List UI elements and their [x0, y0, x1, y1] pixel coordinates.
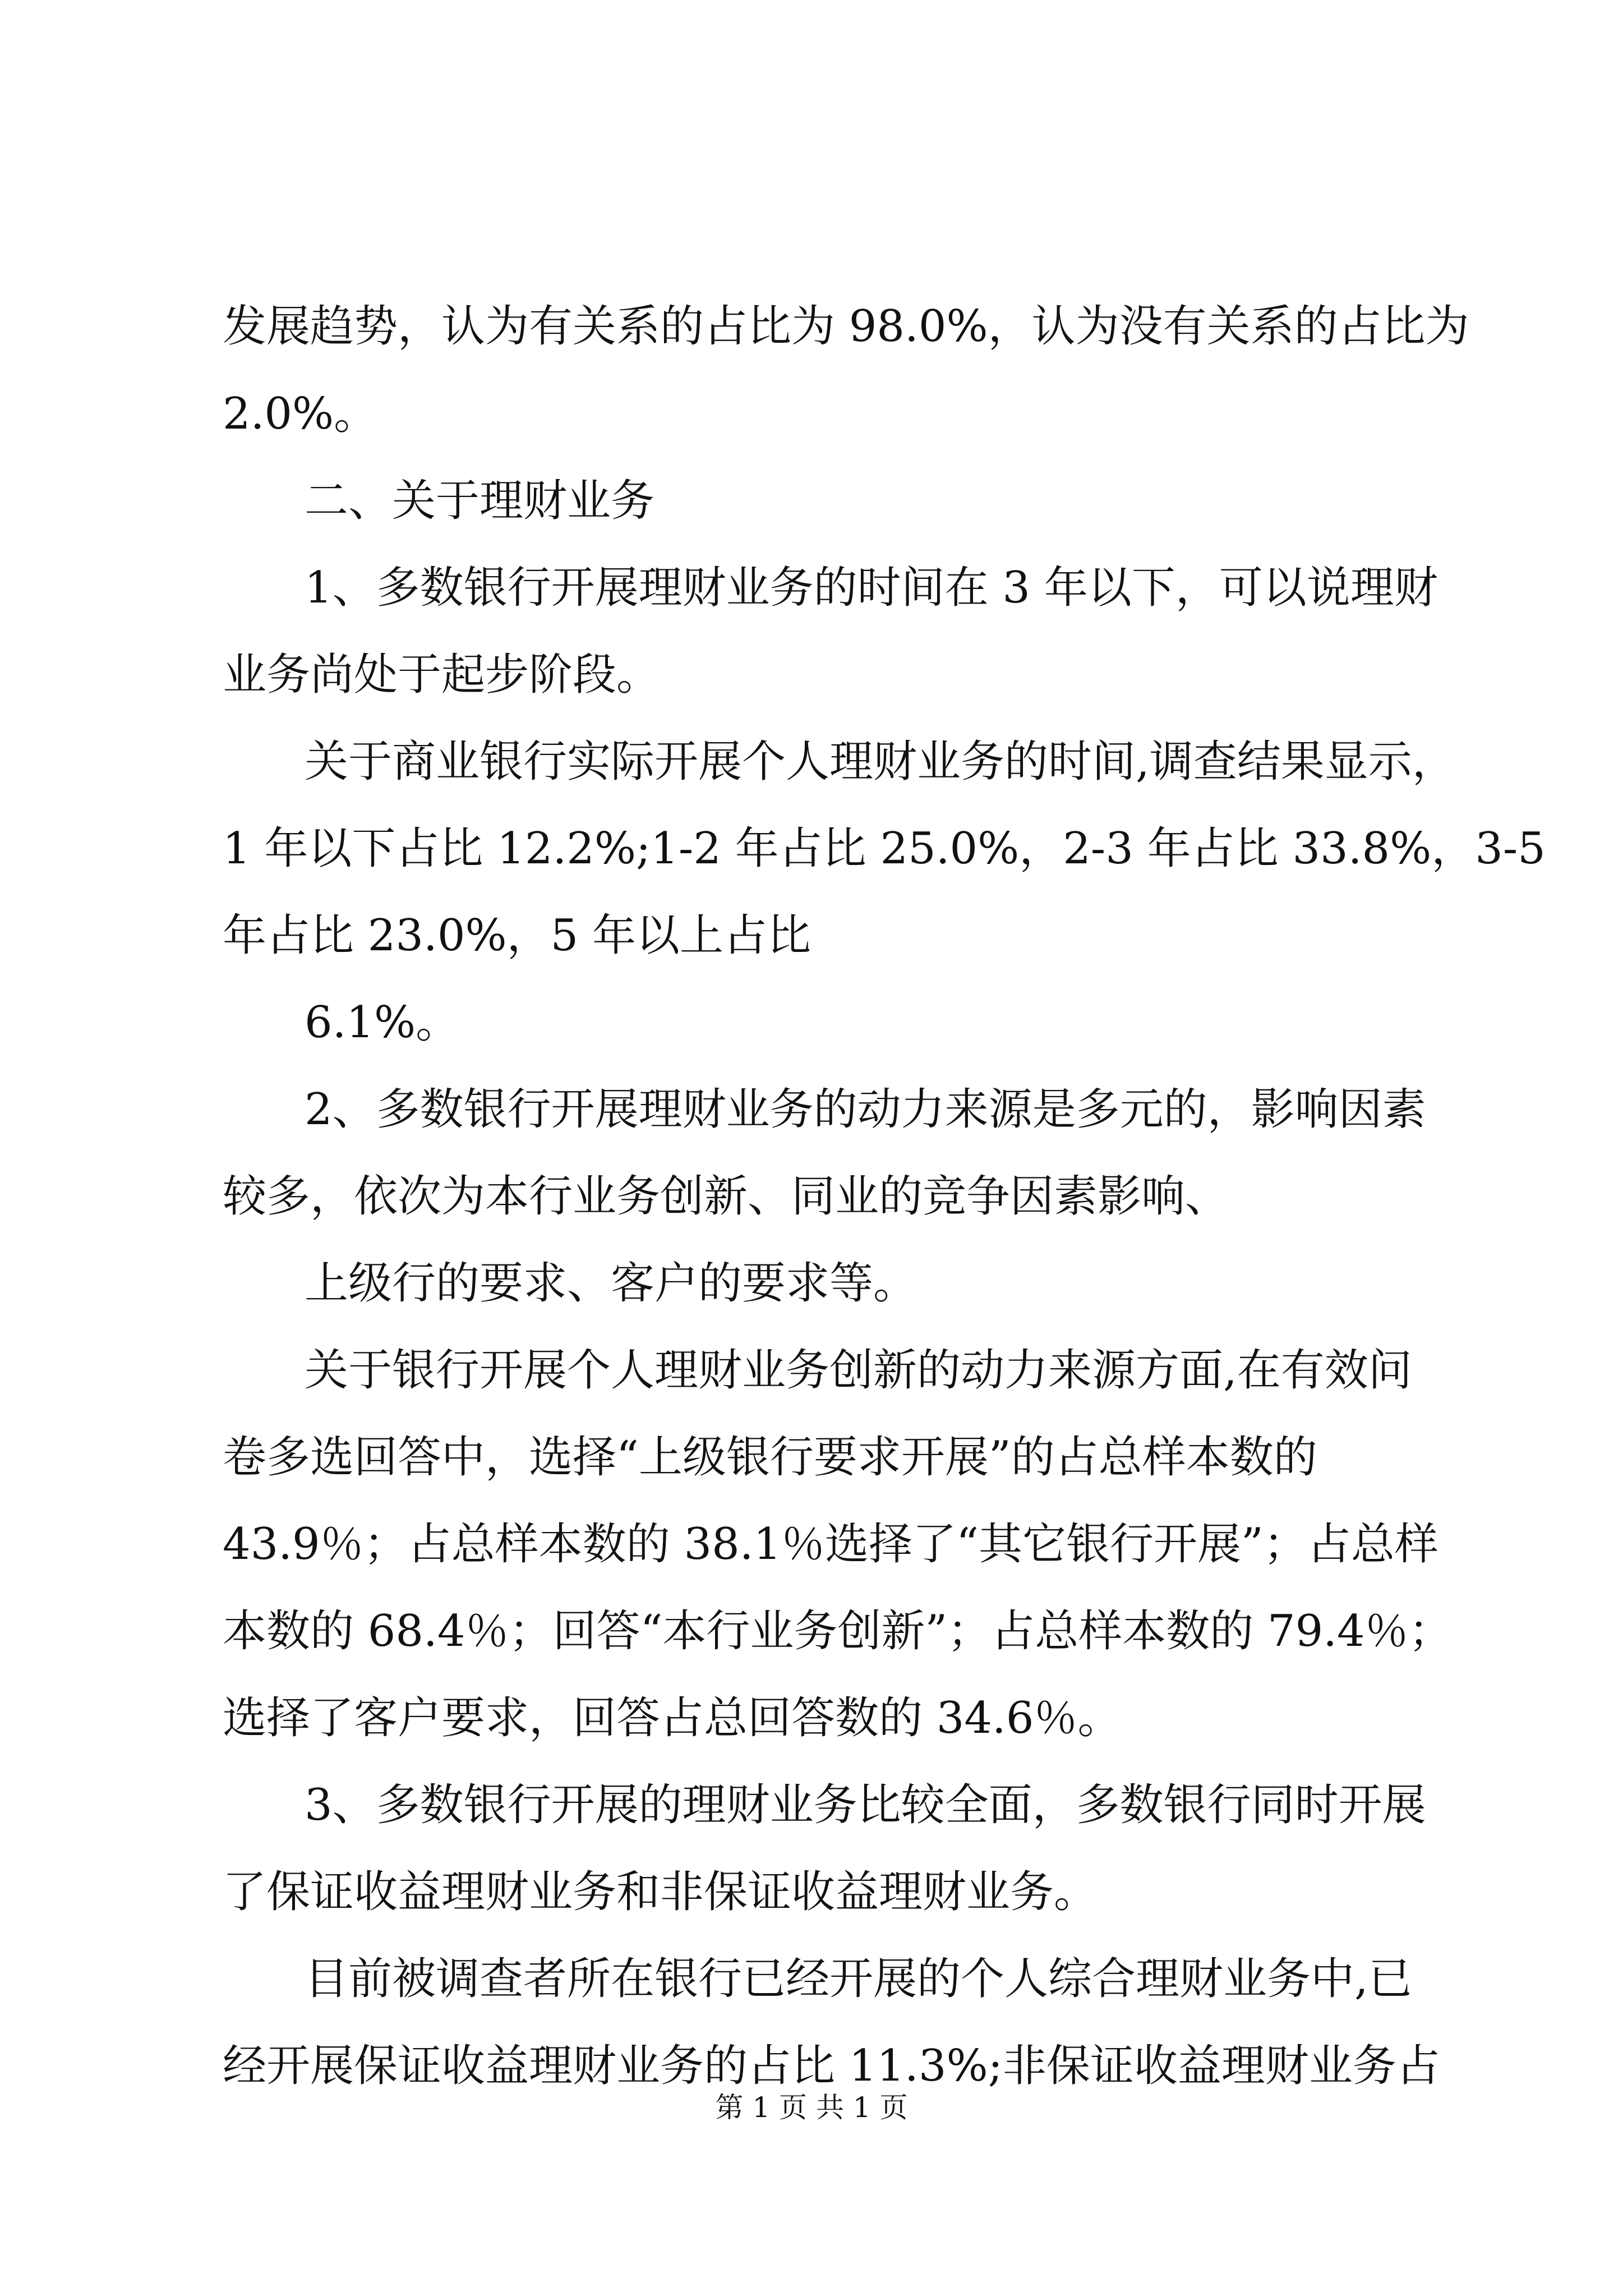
page-footer: 第 1 页 共 1 页	[715, 2091, 908, 2124]
section-heading: 二、关于理财业务	[305, 476, 655, 526]
paragraph-line: 选择了客户要求，回答占总回答数的 34.6％。	[223, 1693, 1122, 1743]
paragraph-line: 上级行的要求、客户的要求等。	[305, 1258, 917, 1309]
paragraph-line: 2.0%。	[223, 389, 378, 439]
paragraph-line: 发展趋势，认为有关系的占比为 98.0%，认为没有关系的占比为	[223, 301, 1469, 352]
paragraph-line: 年占比 23.0%，5 年以上占比	[223, 910, 811, 961]
paragraph-line: 关于商业银行实际开展个人理财业务的时间,调查结果显示，	[305, 737, 1456, 787]
paragraph-line: 43.9％；占总样本数的 38.1％选择了“其它银行开展”；占总样	[223, 1519, 1438, 1570]
paragraph-line: 较多，依次为本行业务创新、同业的竞争因素影响、	[223, 1171, 1229, 1222]
paragraph-line: 1 年以下占比 12.2%;1-2 年占比 25.0%，2-3 年占比 33.8%，3-5	[223, 823, 1546, 874]
paragraph-line: 卷多选回答中，选择“上级银行要求开展”的占总样本数的	[223, 1432, 1317, 1483]
paragraph-line: 业务尚处于起步阶段。	[223, 650, 661, 700]
paragraph-line: 2、多数银行开展理财业务的动力来源是多元的，影响因素	[305, 1084, 1426, 1135]
paragraph-line: 3、多数银行开展的理财业务比较全面，多数银行同时开展	[305, 1780, 1426, 1830]
paragraph-line: 目前被调查者所在银行已经开展的个人综合理财业务中,已	[305, 1954, 1412, 2004]
paragraph-line: 6.1%。	[305, 997, 460, 1048]
paragraph-line: 1、多数银行开展理财业务的时间在 3 年以下，可以说理财	[305, 563, 1438, 613]
paragraph-line: 本数的 68.4％；回答“本行业务创新”；占总样本数的 79.4％；	[223, 1606, 1453, 1657]
paragraph-line: 经开展保证收益理财业务的占比 11.3%;非保证收益理财业务占	[223, 2041, 1440, 2091]
paragraph-line: 了保证收益理财业务和非保证收益理财业务。	[223, 1867, 1098, 1917]
paragraph-line: 关于银行开展个人理财业务创新的动力来源方面,在有效问	[305, 1345, 1412, 1396]
